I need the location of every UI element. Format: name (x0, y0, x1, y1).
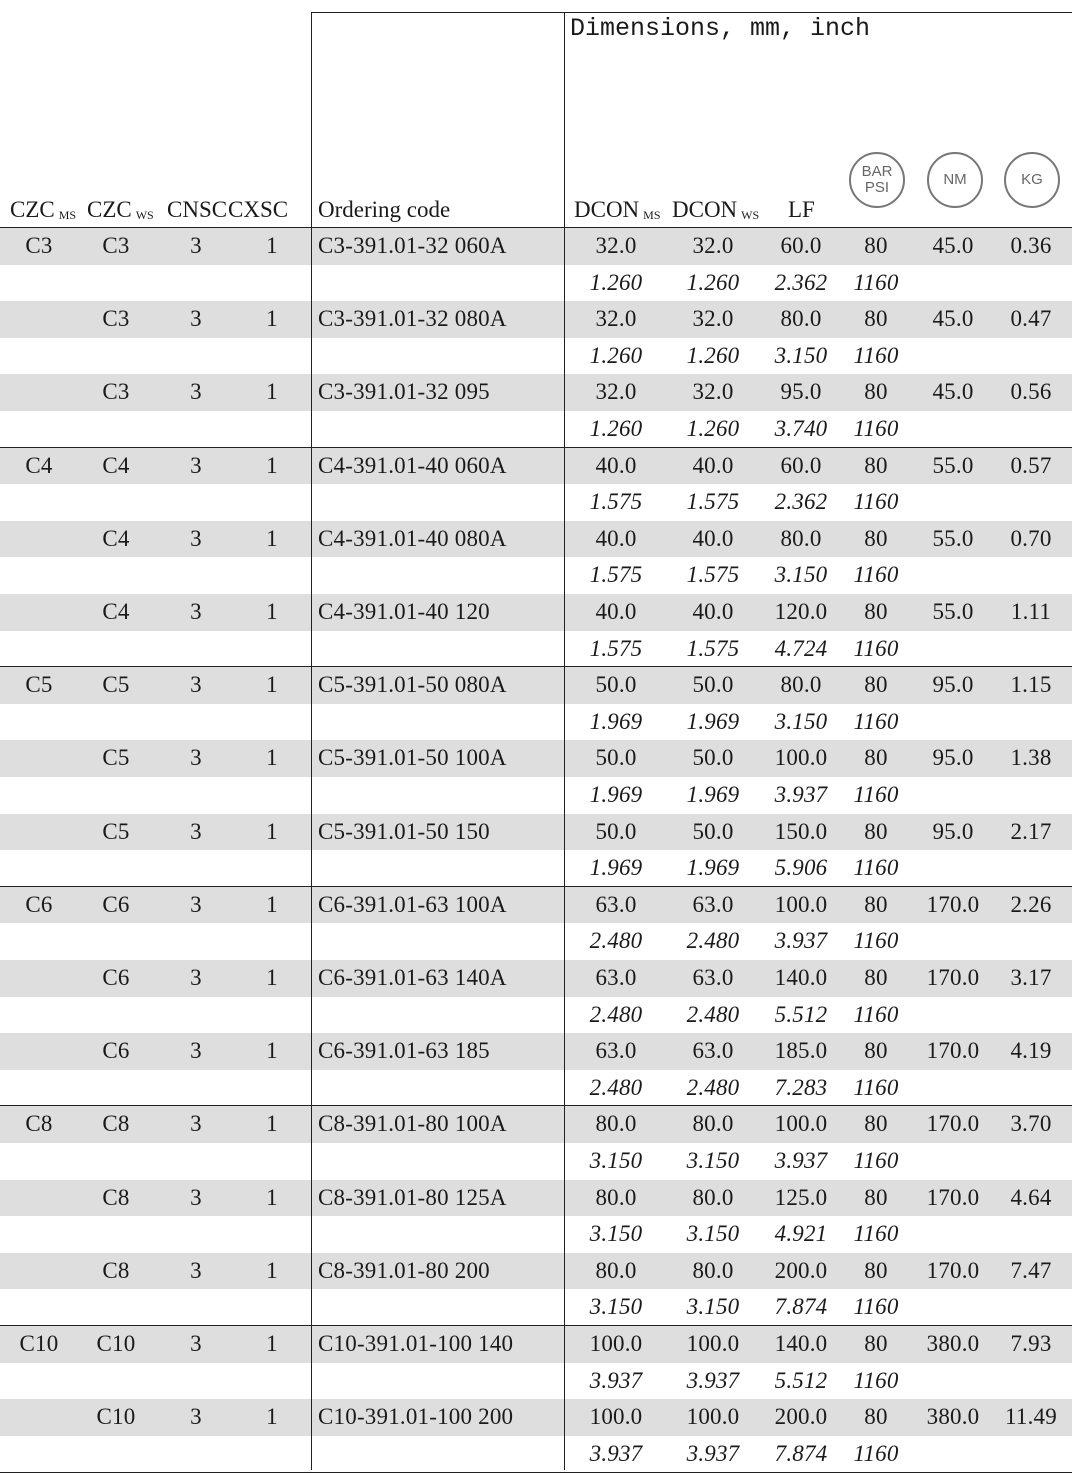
cell-pressure: 80 (864, 1404, 888, 1430)
cell-weight: 3.17 (1010, 965, 1052, 990)
cell-torque: 45.0 (932, 233, 974, 258)
cell-cnsc: 3 (190, 1111, 202, 1137)
cell-torque: 170.0 (926, 891, 980, 917)
cell-dcon-ms-in: 3.937 (589, 1440, 643, 1466)
col-header-lf: LF (788, 197, 815, 222)
cell-weight: 4.19 (1010, 1038, 1052, 1064)
cell-czc-ws: C8 (102, 1257, 130, 1283)
cell-dcon-ws: 50.0 (692, 818, 734, 844)
cell-code: C5-391.01-50 150 (318, 818, 490, 844)
cell-czc-ms: C10 (19, 1331, 59, 1356)
cell-torque: 95.0 (932, 672, 974, 698)
cell-pressure-psi: 1160 (853, 342, 899, 368)
cell-dcon-ms-in: 3.937 (589, 1367, 643, 1393)
cell-dcon-ws: 63.0 (692, 891, 734, 917)
cell-czc-ms: C5 (25, 672, 53, 698)
cell-dcon-ws: 40.0 (692, 525, 734, 551)
cell-czc-ws: C4 (102, 599, 130, 624)
col-header-cxsc: CXSC (228, 197, 289, 222)
cell-pressure: 80 (864, 599, 888, 624)
cell-code: C10-391.01-100 140 (318, 1331, 514, 1356)
cell-weight: 4.64 (1010, 1184, 1052, 1210)
cell-lf-in: 3.937 (774, 1148, 828, 1173)
cell-czc-ws: C10 (96, 1331, 136, 1356)
cell-lf: 80.0 (780, 672, 822, 698)
cell-cxsc: 1 (266, 233, 278, 258)
cell-dcon-ms: 32.0 (595, 306, 637, 332)
col-header-dcon-ws-sub: WS (741, 208, 760, 222)
cell-dcon-ms: 50.0 (595, 745, 637, 771)
cell-code: C8-391.01-80 200 (318, 1257, 490, 1283)
cell-cnsc: 3 (190, 1404, 202, 1430)
cell-dcon-ms-in: 1.260 (589, 342, 643, 368)
cell-torque: 170.0 (926, 1111, 980, 1137)
cell-czc-ms (4, 814, 74, 850)
cell-pressure: 80 (864, 1038, 888, 1064)
cell-dcon-ms-in: 3.150 (589, 1148, 643, 1173)
cell-lf: 140.0 (774, 965, 828, 990)
cell-lf: 100.0 (774, 745, 828, 771)
cell-cnsc: 3 (190, 1184, 202, 1210)
cell-dcon-ms-in: 1.575 (589, 562, 643, 588)
cell-lf-in: 2.362 (774, 269, 828, 295)
cell-lf: 60.0 (780, 452, 822, 478)
cell-dcon-ws-in: 1.575 (686, 489, 740, 515)
cell-czc-ws: C6 (102, 1038, 130, 1064)
col-header-dcon-ms-sub: MS (643, 208, 661, 222)
cell-czc-ws: C8 (102, 1184, 130, 1210)
cell-dcon-ws-in: 1.575 (686, 635, 740, 661)
cell-pressure-psi: 1160 (853, 269, 899, 295)
col-header-czc-ws-label: CZC (87, 197, 132, 222)
cell-cxsc: 1 (266, 1111, 278, 1137)
cell-pressure-psi: 1160 (853, 562, 899, 588)
cell-czc-ws: C6 (102, 891, 130, 917)
cell-dcon-ms: 63.0 (595, 891, 637, 917)
cell-dcon-ws: 63.0 (692, 965, 734, 990)
cell-lf: 140.0 (774, 1331, 828, 1356)
torque-badge-label: NM (943, 171, 967, 188)
cell-pressure: 80 (864, 745, 888, 771)
cell-pressure: 80 (864, 672, 888, 698)
cell-cnsc: 3 (190, 672, 202, 698)
dimensions-title: Dimensions, mm, inch (570, 14, 871, 43)
cell-lf: 60.0 (780, 233, 822, 258)
cell-czc-ws: C3 (102, 306, 130, 332)
col-header-dcon-ms-label: DCON (574, 197, 640, 222)
cell-weight: 1.11 (1010, 599, 1052, 624)
cell-czc-ws: C5 (102, 672, 130, 698)
cell-pressure-psi: 1160 (853, 1148, 899, 1173)
cell-dcon-ws: 50.0 (692, 745, 734, 771)
cell-czc-ms (4, 1033, 74, 1069)
cell-dcon-ws: 100.0 (686, 1404, 740, 1430)
cell-pressure: 80 (864, 1257, 888, 1283)
cell-cxsc: 1 (266, 672, 278, 698)
cell-pressure: 80 (864, 525, 888, 551)
cell-dcon-ws: 32.0 (692, 306, 734, 332)
cell-code: C5-391.01-50 080A (318, 672, 507, 698)
cell-czc-ms (4, 374, 74, 410)
cell-lf-in: 7.874 (774, 1440, 828, 1466)
col-header-dcon-ms (574, 196, 661, 229)
cell-code: C6-391.01-63 185 (318, 1038, 490, 1064)
cell-dcon-ws-in: 2.480 (686, 1001, 740, 1027)
cell-cxsc: 1 (266, 1257, 278, 1283)
cell-pressure-psi: 1160 (853, 1294, 899, 1320)
cell-lf-in: 5.906 (774, 855, 828, 881)
cell-czc-ms (4, 594, 74, 630)
cell-dcon-ms-in: 1.969 (589, 855, 643, 881)
cell-pressure-psi: 1160 (853, 1367, 899, 1393)
cell-dcon-ms: 40.0 (595, 599, 637, 624)
cell-dcon-ms: 50.0 (595, 672, 637, 698)
cell-lf: 120.0 (774, 599, 828, 624)
cell-dcon-ms: 40.0 (595, 525, 637, 551)
cell-dcon-ms-in: 2.480 (589, 928, 643, 954)
cell-lf-in: 7.283 (774, 1074, 828, 1100)
cell-dcon-ws-in: 2.480 (686, 928, 740, 954)
cell-pressure: 80 (864, 306, 888, 332)
cell-code: C3-391.01-32 095 (318, 379, 490, 405)
cell-pressure: 80 (864, 379, 888, 405)
cell-code: C6-391.01-63 100A (318, 891, 507, 917)
cell-weight: 0.70 (1010, 525, 1052, 551)
col-header-czc-ms-label: CZC (10, 197, 55, 222)
cell-pressure-psi: 1160 (853, 782, 899, 807)
weight-kg-icon (1004, 152, 1060, 208)
cell-torque: 95.0 (932, 745, 974, 771)
cell-czc-ws: C10 (96, 1404, 136, 1430)
cell-cxsc: 1 (266, 745, 278, 771)
cell-dcon-ws-in: 3.937 (686, 1367, 740, 1393)
cell-pressure-psi: 1160 (853, 416, 899, 441)
cell-dcon-ws: 80.0 (692, 1257, 734, 1283)
cell-dcon-ms: 80.0 (595, 1184, 637, 1210)
cell-lf-in: 5.512 (774, 1001, 828, 1027)
cell-lf: 95.0 (780, 379, 822, 405)
cell-czc-ws: C6 (102, 965, 130, 990)
cell-czc-ms: C8 (25, 1111, 53, 1137)
cell-torque: 95.0 (932, 818, 974, 844)
cell-dcon-ws: 32.0 (692, 379, 734, 405)
cell-dcon-ms-in: 2.480 (589, 1074, 643, 1100)
cell-dcon-ws-in: 1.575 (686, 562, 740, 588)
cell-dcon-ms: 100.0 (589, 1331, 643, 1356)
bottom-rule (0, 1472, 1072, 1473)
cell-weight: 1.15 (1010, 672, 1052, 698)
cell-dcon-ws: 63.0 (692, 1038, 734, 1064)
cell-dcon-ws: 80.0 (692, 1111, 734, 1137)
cell-pressure: 80 (864, 965, 888, 990)
cell-code: C4-391.01-40 120 (318, 599, 490, 624)
cell-weight: 7.47 (1010, 1257, 1052, 1283)
cell-dcon-ws-in: 1.969 (686, 708, 740, 734)
cell-lf-in: 3.937 (774, 928, 828, 954)
cell-czc-ws: C5 (102, 745, 130, 771)
cell-cnsc: 3 (190, 233, 202, 258)
pressure-badge-bottom: PSI (864, 179, 890, 196)
cell-czc-ws: C3 (102, 233, 130, 258)
cell-dcon-ms: 100.0 (589, 1404, 643, 1430)
cell-czc-ms (4, 960, 74, 996)
cell-dcon-ws: 50.0 (692, 672, 734, 698)
cell-lf: 150.0 (774, 818, 828, 844)
col-header-dcon-ws (672, 196, 759, 229)
cell-dcon-ws-in: 3.150 (686, 1148, 740, 1173)
cell-dcon-ms-in: 3.150 (589, 1294, 643, 1320)
cell-lf-in: 3.740 (774, 416, 828, 441)
cell-cxsc: 1 (266, 452, 278, 478)
cell-weight: 0.57 (1010, 452, 1052, 478)
cell-pressure: 80 (864, 1184, 888, 1210)
cell-pressure: 80 (864, 233, 888, 258)
cell-dcon-ws: 40.0 (692, 452, 734, 478)
cell-czc-ms (4, 521, 74, 557)
cell-code: C10-391.01-100 200 (318, 1404, 514, 1430)
cell-cxsc: 1 (266, 891, 278, 917)
cell-lf-in: 3.150 (774, 708, 828, 734)
cell-lf: 125.0 (774, 1184, 828, 1210)
divider-ordering-code (311, 12, 312, 1470)
cell-cxsc: 1 (266, 1184, 278, 1210)
col-header-czc-ws (87, 196, 154, 229)
col-header-dcon-ws-label: DCON (672, 197, 738, 222)
cell-weight: 7.93 (1010, 1331, 1052, 1356)
cell-lf-in: 3.937 (774, 782, 828, 807)
cell-cnsc: 3 (190, 452, 202, 478)
cell-dcon-ms: 40.0 (595, 452, 637, 478)
cell-dcon-ms: 63.0 (595, 965, 637, 990)
cell-czc-ws: C4 (102, 525, 130, 551)
cell-code: C4-391.01-40 080A (318, 525, 507, 551)
cell-czc-ms: C6 (25, 891, 53, 917)
cell-czc-ms (4, 740, 74, 776)
cell-lf-in: 3.150 (774, 342, 828, 368)
torque-nm-icon (927, 152, 983, 208)
cell-lf: 80.0 (780, 525, 822, 551)
divider-dimensions (564, 12, 565, 1470)
cell-pressure-psi: 1160 (853, 635, 899, 661)
col-header-ordering-code: Ordering code (318, 197, 451, 222)
cell-weight: 1.38 (1010, 745, 1052, 771)
cell-dcon-ms: 32.0 (595, 233, 637, 258)
cell-pressure-psi: 1160 (853, 708, 899, 734)
cell-cxsc: 1 (266, 599, 278, 624)
cell-czc-ws: C8 (102, 1111, 130, 1137)
pressure-badge-top: BAR (861, 163, 893, 180)
cell-torque: 55.0 (932, 599, 974, 624)
cell-dcon-ws-in: 2.480 (686, 1074, 740, 1100)
col-header-czc-ws-sub: WS (135, 208, 154, 222)
cell-dcon-ms-in: 1.260 (589, 416, 643, 441)
col-header-cnsc: CNSC (167, 197, 228, 222)
cell-pressure: 80 (864, 1331, 888, 1356)
col-header-czc-ms-sub: MS (58, 208, 77, 222)
cell-dcon-ws: 100.0 (686, 1331, 740, 1356)
cell-dcon-ms-in: 1.575 (589, 635, 643, 661)
cell-pressure: 80 (864, 452, 888, 478)
cell-cxsc: 1 (266, 1404, 278, 1430)
cell-pressure-psi: 1160 (853, 855, 899, 881)
cell-cnsc: 3 (190, 599, 202, 624)
cell-weight: 0.56 (1010, 379, 1052, 405)
cell-cnsc: 3 (190, 1038, 202, 1064)
cell-dcon-ms-in: 1.969 (589, 708, 643, 734)
cell-czc-ms (4, 301, 74, 337)
cell-torque: 170.0 (926, 1038, 980, 1064)
cell-cnsc: 3 (190, 525, 202, 551)
cell-czc-ms: C4 (25, 452, 53, 478)
cell-code: C8-391.01-80 125A (318, 1184, 507, 1210)
cell-torque: 45.0 (932, 379, 974, 405)
cell-czc-ms (4, 1399, 74, 1435)
cell-cnsc: 3 (190, 965, 202, 990)
cell-cxsc: 1 (266, 1331, 278, 1356)
cell-cxsc: 1 (266, 818, 278, 844)
cell-lf: 100.0 (774, 891, 828, 917)
cell-torque: 170.0 (926, 1257, 980, 1283)
cell-pressure-psi: 1160 (853, 928, 899, 954)
cell-dcon-ws: 80.0 (692, 1184, 734, 1210)
cell-cxsc: 1 (266, 525, 278, 551)
top-rule (312, 12, 1072, 13)
cell-weight: 0.47 (1010, 306, 1052, 332)
cell-dcon-ms-in: 1.969 (589, 782, 643, 807)
cell-cnsc: 3 (190, 1331, 202, 1356)
cell-dcon-ws-in: 3.150 (686, 1221, 740, 1247)
cell-pressure-psi: 1160 (853, 1440, 899, 1466)
cell-pressure-psi: 1160 (853, 1074, 899, 1100)
cell-czc-ms (4, 1253, 74, 1289)
cell-czc-ws: C4 (102, 452, 130, 478)
cell-pressure: 80 (864, 891, 888, 917)
cell-dcon-ms: 32.0 (595, 379, 637, 405)
cell-pressure-psi: 1160 (853, 1001, 899, 1027)
cell-weight: 11.49 (1005, 1404, 1057, 1430)
cell-lf-in: 5.512 (774, 1367, 828, 1393)
cell-czc-ms (4, 1180, 74, 1216)
cell-cnsc: 3 (190, 306, 202, 332)
cell-dcon-ws-in: 1.260 (686, 416, 740, 441)
cell-torque: 380.0 (926, 1404, 980, 1430)
cell-dcon-ms: 80.0 (595, 1111, 637, 1137)
cell-cnsc: 3 (190, 891, 202, 917)
cell-code: C4-391.01-40 060A (318, 452, 507, 478)
weight-badge-label: KG (1021, 171, 1043, 188)
cell-lf: 185.0 (774, 1038, 828, 1064)
cell-torque: 170.0 (926, 965, 980, 990)
cell-dcon-ms-in: 1.260 (589, 269, 643, 295)
cell-dcon-ws-in: 1.969 (686, 855, 740, 881)
pressure-bar-psi-icon (849, 152, 905, 208)
cell-lf: 80.0 (780, 306, 822, 332)
cell-dcon-ws-in: 3.937 (686, 1440, 740, 1466)
cell-dcon-ws-in: 3.150 (686, 1294, 740, 1320)
cell-dcon-ms: 80.0 (595, 1257, 637, 1283)
cell-dcon-ms: 63.0 (595, 1038, 637, 1064)
cell-lf: 100.0 (774, 1111, 828, 1137)
cell-torque: 55.0 (932, 525, 974, 551)
cell-dcon-ws-in: 1.260 (686, 269, 740, 295)
cell-lf-in: 7.874 (774, 1294, 828, 1320)
cell-dcon-ms-in: 2.480 (589, 1001, 643, 1027)
cell-czc-ws: C3 (102, 379, 130, 405)
cell-lf-in: 4.724 (774, 635, 828, 661)
cell-cxsc: 1 (266, 306, 278, 332)
cell-cnsc: 3 (190, 818, 202, 844)
cell-code: C8-391.01-80 100A (318, 1111, 507, 1137)
cell-weight: 2.26 (1010, 891, 1052, 917)
cell-czc-ws: C5 (102, 818, 130, 844)
cell-torque: 170.0 (926, 1184, 980, 1210)
cell-dcon-ms-in: 3.150 (589, 1221, 643, 1247)
cell-dcon-ws: 32.0 (692, 233, 734, 258)
cell-pressure-psi: 1160 (853, 489, 899, 515)
cell-torque: 55.0 (932, 452, 974, 478)
cell-dcon-ms-in: 1.575 (589, 489, 643, 515)
cell-weight: 3.70 (1010, 1111, 1052, 1137)
cell-torque: 380.0 (926, 1331, 980, 1356)
cell-cxsc: 1 (266, 1038, 278, 1064)
col-header-czc-ms (10, 196, 76, 229)
cell-code: C5-391.01-50 100A (318, 745, 507, 771)
cell-dcon-ws: 40.0 (692, 599, 734, 624)
cell-weight: 2.17 (1010, 818, 1052, 844)
cell-lf-in: 2.362 (774, 489, 828, 515)
cell-weight: 0.36 (1010, 233, 1052, 258)
cell-cnsc: 3 (190, 379, 202, 405)
cell-cnsc: 3 (190, 1257, 202, 1283)
cell-code: C6-391.01-63 140A (318, 965, 507, 990)
cell-lf: 200.0 (774, 1404, 828, 1430)
cell-code: C3-391.01-32 060A (318, 233, 507, 258)
cell-torque: 45.0 (932, 306, 974, 332)
cell-lf-in: 3.150 (774, 562, 828, 588)
cell-lf-in: 4.921 (774, 1221, 828, 1247)
cell-code: C3-391.01-32 080A (318, 306, 507, 332)
cell-lf: 200.0 (774, 1257, 828, 1283)
cell-cxsc: 1 (266, 965, 278, 990)
cell-czc-ms: C3 (25, 233, 53, 258)
cell-cxsc: 1 (266, 379, 278, 405)
cell-dcon-ms: 50.0 (595, 818, 637, 844)
cell-dcon-ws-in: 1.260 (686, 342, 740, 368)
cell-pressure-psi: 1160 (853, 1221, 899, 1247)
cell-cnsc: 3 (190, 745, 202, 771)
cell-pressure: 80 (864, 818, 888, 844)
cell-pressure: 80 (864, 1111, 888, 1137)
cell-dcon-ws-in: 1.969 (686, 782, 740, 807)
